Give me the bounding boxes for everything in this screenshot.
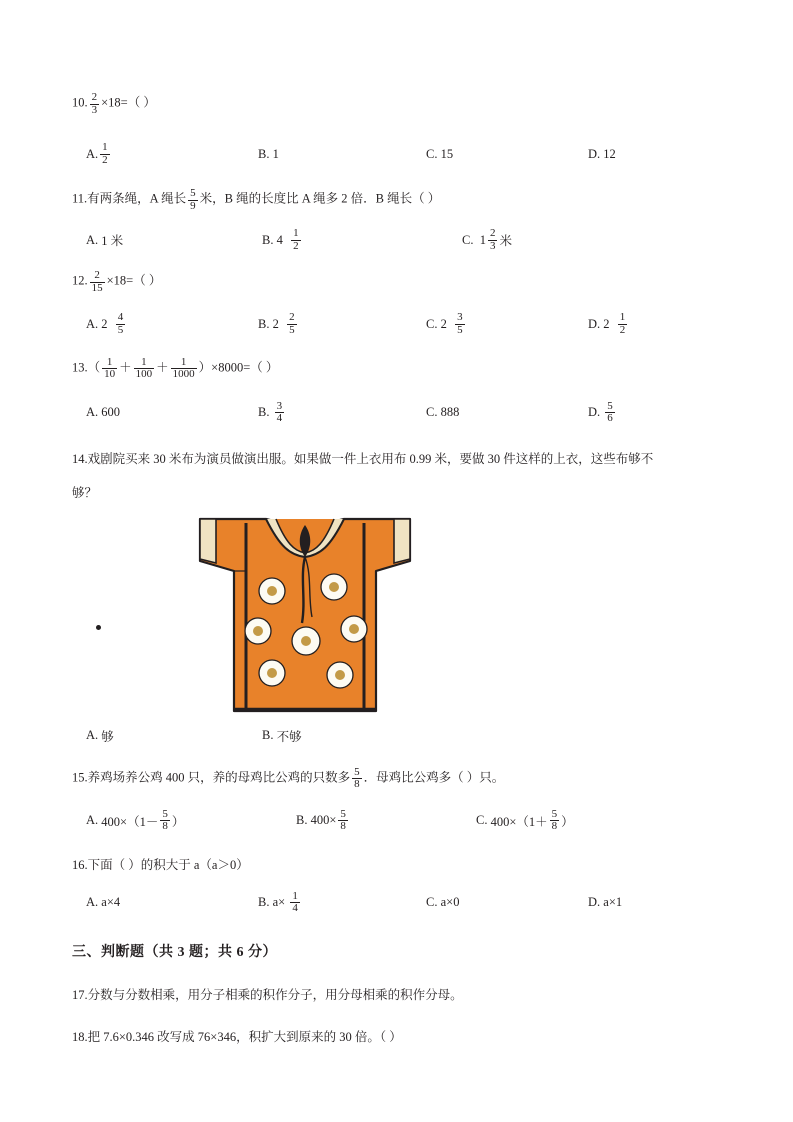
q10-option-d[interactable] — [588, 142, 616, 166]
option-label: C. — [426, 146, 438, 161]
option-whole: 2 — [603, 317, 610, 332]
question-12-stem — [72, 270, 732, 294]
question-17: 17.分数与分数相乘，用分子相乘的积作分子，用分母相乘的积作分母。 — [72, 988, 463, 1003]
option-label: B. — [258, 317, 270, 332]
q15-fraction: $\frac{5}{8}$ — [354, 765, 360, 791]
q12-fraction: $\frac{2}{15}$ — [91, 269, 103, 294]
bullet-point-icon — [96, 625, 101, 630]
q12-option-c[interactable] — [426, 312, 588, 336]
option-fraction: $\frac{2}{5}$ — [289, 311, 295, 337]
option-fraction: $\frac{3}{4}$ — [276, 399, 283, 425]
q12-option-d[interactable] — [588, 312, 629, 336]
option-label: D. — [588, 317, 601, 332]
option-expression-pre: 400×（1－ — [101, 814, 159, 829]
option-label: A. — [86, 317, 99, 332]
option-label: A. — [86, 146, 99, 161]
option-label: A. — [86, 813, 99, 828]
q11-text-b: 米，B 绳的长度比 A 绳多 2 倍．B 绳长（ ） — [199, 191, 441, 206]
option-fraction: $\frac{1}{2}$ — [619, 311, 626, 337]
option-label: A. — [86, 405, 99, 420]
question-13-options — [72, 401, 732, 425]
q16-option-a[interactable] — [72, 891, 258, 915]
question-14-stem-line1: 14.戏剧院买来 30 米布为演员做演出服。如果做一件上衣用布 0.99 米，要做 30 件这样的上衣，这些布够不 — [72, 451, 654, 466]
q11-option-c[interactable] — [462, 228, 512, 252]
q15-option-a[interactable] — [72, 809, 296, 833]
option-expression-post: ） — [561, 814, 574, 829]
option-label: B. — [296, 813, 308, 828]
question-16-stem: 16.下面（ ）的积大于 a（a＞0） — [72, 857, 249, 872]
option-fraction: $\frac{3}{5}$ — [457, 311, 463, 337]
option-fraction: $\frac{1}{2}$ — [102, 141, 108, 166]
q11-option-b[interactable] — [262, 228, 462, 252]
option-whole: 4 — [276, 232, 283, 247]
option-fraction: $\frac{1}{4}$ — [292, 889, 298, 915]
question-12-options — [72, 312, 732, 336]
option-label: A. — [86, 895, 99, 910]
question-14-options — [72, 727, 732, 745]
question-16-options — [72, 891, 732, 915]
q10-option-b[interactable] — [258, 142, 426, 166]
q11-option-a[interactable] — [72, 228, 262, 252]
option-label: C. — [476, 813, 488, 828]
page-content — [72, 92, 732, 1047]
q13-fraction-3: $\frac{1}{1000}$ — [172, 355, 195, 381]
option-fraction: $\frac{5}{8}$ — [340, 807, 346, 833]
option-text: 15 — [440, 146, 454, 161]
question-15-options — [72, 809, 732, 833]
option-label: C. — [426, 895, 438, 910]
option-text: 够 — [101, 729, 114, 744]
q16-option-c[interactable] — [426, 891, 588, 915]
q10-option-a[interactable] — [72, 142, 258, 166]
q14-option-a[interactable] — [72, 727, 262, 745]
question-11-stem — [72, 188, 732, 212]
option-whole: 2 — [440, 317, 447, 332]
q16-option-b[interactable] — [258, 891, 426, 915]
q15-text-a: 15.养鸡场养公鸡 400 只，养的母鸡比公鸡的只数多 — [72, 770, 351, 785]
q13-option-b[interactable] — [258, 401, 426, 425]
question-10-options — [72, 142, 732, 166]
section-heading — [72, 941, 732, 961]
question-11-options — [72, 228, 732, 252]
option-expression-pre: 400×（1＋ — [490, 814, 548, 829]
traditional-robe-illustration — [194, 513, 416, 718]
option-fraction: $\frac{4}{5}$ — [117, 311, 124, 337]
option-fraction: $\frac{1}{2}$ — [293, 227, 299, 252]
q13-plus-1: ＋ — [119, 360, 132, 375]
option-label: B. — [258, 895, 270, 910]
q13-plus-2: ＋ — [156, 360, 169, 375]
option-text: a×1 — [603, 895, 623, 910]
q15-text-b: ．母鸡比公鸡多（ ）只。 — [363, 770, 505, 785]
option-text: 12 — [603, 146, 616, 161]
q10-suffix: ×18=（ ） — [101, 95, 156, 110]
option-text: 1 米 — [101, 234, 124, 249]
option-unit: 米 — [499, 234, 512, 249]
q10-prefix: 10. — [72, 95, 88, 110]
option-label: A. — [86, 232, 99, 247]
question-13-stem — [72, 357, 732, 381]
q10-option-c[interactable] — [426, 142, 588, 166]
option-text: 888 — [440, 405, 460, 420]
q13-option-c[interactable] — [426, 401, 588, 425]
section-heading-prefix: 三、 — [72, 945, 101, 961]
option-whole: 1 — [479, 232, 486, 247]
question-15-stem — [72, 767, 732, 791]
option-fraction: $\frac{5}{6}$ — [607, 399, 613, 425]
q13-middle: ）×8000 — [198, 360, 244, 375]
q12-option-a[interactable] — [72, 312, 258, 336]
option-label: B. — [262, 728, 274, 743]
q13-option-d[interactable] — [588, 401, 617, 425]
option-expression-pre: a× — [272, 895, 286, 910]
q11-text-a: 11.有两条绳，A 绳长 — [72, 191, 187, 206]
option-label: C. — [426, 317, 438, 332]
option-label: D. — [588, 895, 601, 910]
option-label: C. — [426, 405, 438, 420]
q13-prefix: 13.（ — [72, 360, 101, 375]
option-fraction: $\frac{2}{3}$ — [489, 227, 496, 252]
q10-fraction: $\frac{2}{3}$ — [91, 91, 98, 116]
q13-option-a[interactable] — [72, 401, 258, 425]
option-label: B. — [258, 146, 270, 161]
q12-suffix: ×18=（ ） — [106, 273, 162, 288]
q15-option-c[interactable] — [476, 809, 574, 833]
option-fraction: $\frac{5}{8}$ — [162, 807, 168, 833]
option-fraction: $\frac{5}{8}$ — [551, 807, 558, 833]
option-text: 不够 — [276, 729, 302, 744]
option-label: B. — [262, 232, 274, 247]
q13-suffix: =（ ） — [243, 360, 279, 375]
option-text: 1 — [272, 146, 279, 161]
option-expression-post: ） — [171, 814, 185, 829]
q15-option-b[interactable] — [296, 809, 476, 833]
question-18: 18.把 7.6×0.346 改写成 76×346，积扩大到原来的 30 倍。（ ） — [72, 1030, 402, 1045]
option-whole: 2 — [272, 317, 279, 332]
q12-option-b[interactable] — [258, 312, 426, 336]
option-expression-pre: 400× — [310, 813, 337, 828]
question-14-stem-line2: 够？ — [72, 485, 98, 500]
option-text: a×4 — [101, 895, 121, 910]
q14-option-b[interactable] — [262, 727, 302, 745]
option-label: C. — [462, 232, 474, 247]
option-label: D. — [588, 405, 601, 420]
q11-fraction: $\frac{5}{9}$ — [190, 187, 196, 212]
q13-fraction-1: $\frac{1}{10}$ — [104, 355, 116, 381]
option-label: B. — [258, 405, 270, 420]
option-text: a×0 — [440, 895, 460, 910]
q13-fraction-2: $\frac{1}{100}$ — [135, 355, 153, 381]
question-10-stem — [72, 92, 732, 116]
q16-option-d[interactable] — [588, 891, 622, 915]
question-14-figure — [72, 513, 732, 725]
section-heading-title: 判断题（共 3 题；共 6 分） — [101, 945, 277, 961]
option-text: 600 — [101, 405, 121, 420]
q12-prefix: 12. — [72, 273, 88, 288]
option-label: A. — [86, 728, 99, 743]
option-whole: 2 — [101, 317, 108, 332]
option-label: D. — [588, 146, 601, 161]
